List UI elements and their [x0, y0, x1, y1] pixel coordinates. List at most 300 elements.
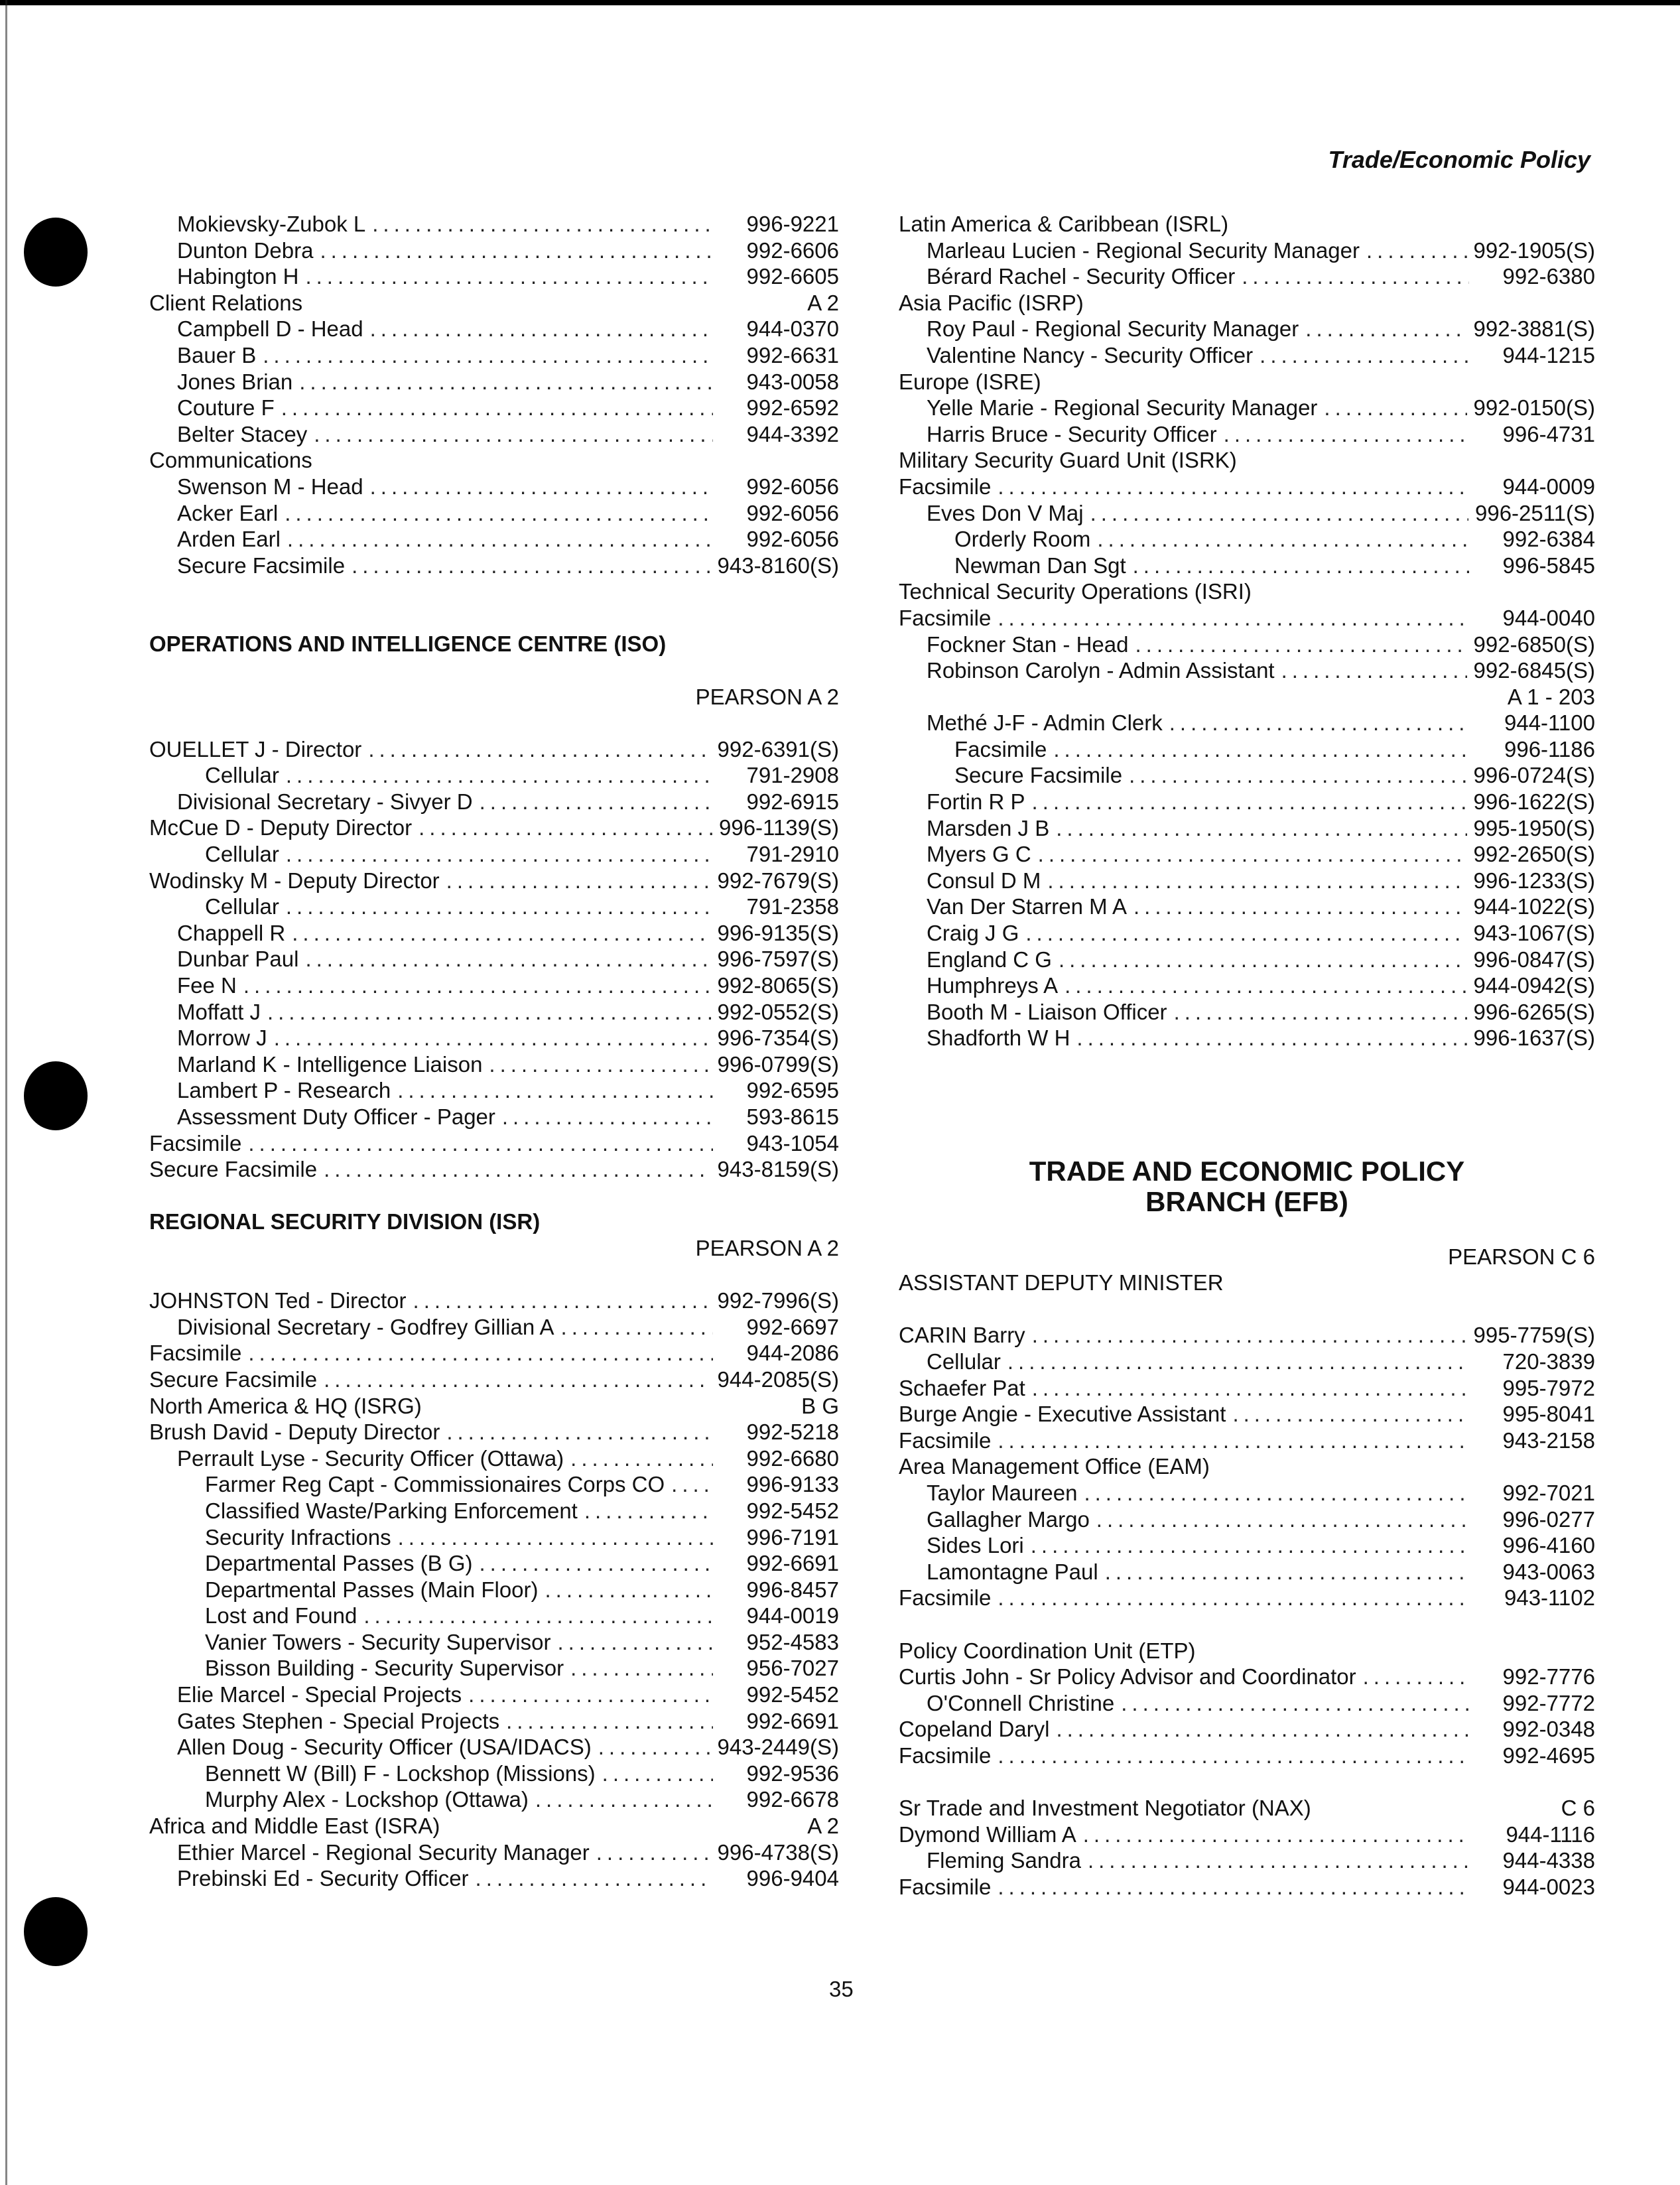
directory-entry — [149, 1104, 839, 1130]
entry-name: Cellular — [205, 842, 279, 867]
directory-entry — [899, 578, 1595, 605]
dot-leader — [1363, 1664, 1469, 1690]
directory-entry — [899, 972, 1595, 999]
entry-phone: 992-7772 — [1502, 1690, 1595, 1715]
dot-leader — [506, 1708, 713, 1735]
entry-name: Harris Bruce - Security Officer — [927, 421, 1217, 446]
directory-entry — [149, 1314, 839, 1341]
entry-phone: 996-7597(S) — [717, 947, 839, 972]
dot-leader — [480, 789, 713, 815]
directory-entry — [149, 500, 839, 527]
dot-leader — [248, 1130, 713, 1157]
left-column — [149, 211, 839, 1892]
dot-leader — [671, 1471, 713, 1498]
dot-leader — [476, 1865, 713, 1892]
entry-phone: 944-2086 — [746, 1341, 839, 1366]
entry-phone: A 2 — [807, 1814, 839, 1839]
dot-leader — [1260, 342, 1469, 369]
dot-leader — [598, 1734, 711, 1760]
dot-leader — [1105, 1559, 1469, 1585]
entry-name: Moffatt J — [177, 999, 261, 1024]
entry-name: Mokievsky-Zubok L — [177, 212, 366, 236]
entry-name: Yelle Marie - Regional Security Manager — [927, 395, 1318, 421]
directory-entry — [899, 1743, 1595, 1769]
entry-name: England C G — [927, 947, 1052, 972]
directory-entry — [149, 736, 839, 763]
entry-name: ASSISTANT DEPUTY MINISTER — [899, 1270, 1224, 1295]
entry-phone: 996-4738(S) — [717, 1839, 839, 1865]
entry-name: Departmental Passes (Main Floor) — [205, 1577, 539, 1602]
entry-name: Orderly Room — [954, 527, 1091, 552]
entry-name: Booth M - Liaison Officer — [927, 999, 1167, 1024]
directory-entry — [149, 762, 839, 789]
directory-entry — [899, 1375, 1595, 1402]
entry-name: Habington H — [177, 264, 299, 289]
dot-leader — [1224, 421, 1469, 448]
directory-entry — [149, 1393, 839, 1420]
directory-entry — [899, 474, 1595, 500]
directory-entry — [899, 894, 1595, 920]
dot-leader — [324, 1366, 710, 1393]
entry-phone: 952-4583 — [746, 1629, 839, 1654]
entry-name: Facsimile — [149, 1130, 242, 1156]
dot-leader — [286, 894, 713, 920]
spacer — [899, 1104, 1595, 1156]
directory-entry — [149, 789, 839, 815]
directory-entry — [899, 1716, 1595, 1743]
entry-phone: 943-1054 — [746, 1130, 839, 1156]
directory-entry — [149, 1655, 839, 1682]
entry-name: CARIN Barry — [899, 1323, 1025, 1348]
entry-name: Gallagher Margo — [927, 1506, 1090, 1532]
entry-name: O'Connell Christine — [927, 1690, 1115, 1715]
entry-phone: 943-1067(S) — [1473, 921, 1595, 946]
directory-entry — [149, 263, 839, 290]
entry-name: Fee N — [177, 973, 237, 998]
entry-name: Perrault Lyse - Security Officer (Ottawa) — [177, 1445, 564, 1471]
directory-entry — [149, 972, 839, 999]
entry-phone: 992-7679(S) — [717, 868, 839, 893]
entry-phone: 996-2511(S) — [1474, 500, 1595, 525]
directory-entry — [899, 342, 1595, 369]
entry-name: Assessment Duty Officer - Pager — [177, 1104, 495, 1129]
entry-phone: 944-1116 — [1506, 1821, 1595, 1847]
directory-entry — [899, 447, 1595, 474]
directory-entry — [899, 1480, 1595, 1506]
directory-entry — [149, 1550, 839, 1577]
entry-name: Latin America & Caribbean (ISRL) — [899, 212, 1229, 236]
directory-entry — [149, 421, 839, 448]
entry-name: Secure Facsimile — [149, 1157, 318, 1182]
entry-name: Sides Lori — [927, 1533, 1024, 1558]
entry-name: Belter Stacey — [177, 421, 308, 446]
dot-leader — [324, 1156, 710, 1183]
entry-phone: 995-1950(S) — [1473, 815, 1595, 840]
entry-name: Marland K - Intelligence Liaison — [177, 1051, 483, 1077]
directory-entry — [899, 920, 1595, 947]
dot-leader — [372, 211, 713, 237]
dot-leader — [535, 1786, 713, 1813]
entry-phone: 720-3839 — [1502, 1349, 1595, 1374]
directory-entry — [149, 1682, 839, 1708]
punch-hole-bottom — [24, 1897, 88, 1966]
entry-name: Facsimile — [899, 474, 992, 499]
running-header: Trade/Economic Policy — [1328, 146, 1590, 173]
dot-leader — [446, 868, 711, 894]
entry-phone: A 2 — [807, 290, 839, 315]
dot-leader — [998, 1585, 1469, 1611]
entry-name: Client Relations — [149, 290, 303, 315]
entry-phone: 992-6678 — [746, 1787, 839, 1812]
spacer — [149, 710, 839, 736]
entry-phone: 992-6056 — [746, 527, 839, 552]
entry-phone: 992-6391(S) — [717, 736, 839, 761]
entry-phone: 996-5845 — [1502, 553, 1595, 578]
directory-entry — [899, 1506, 1595, 1533]
directory-entry — [149, 920, 839, 947]
entry-phone: 992-6592 — [746, 395, 839, 421]
dot-leader — [419, 815, 712, 841]
dot-leader — [557, 1629, 713, 1656]
entry-name: Cellular — [205, 763, 279, 788]
entry-phone: 944-0023 — [1502, 1874, 1595, 1899]
entry-name: Lambert P - Research — [177, 1078, 391, 1103]
spacer — [149, 578, 839, 631]
entry-phone: 992-2650(S) — [1473, 842, 1595, 867]
directory-entry — [149, 211, 839, 237]
dot-leader — [545, 1577, 713, 1603]
dot-leader — [1324, 395, 1466, 421]
dot-leader — [314, 421, 713, 448]
dot-leader — [602, 1760, 713, 1787]
entry-phone: 944-3392 — [746, 421, 839, 446]
entry-name: McCue D - Deputy Director — [149, 815, 413, 840]
directory-entry — [149, 868, 839, 894]
entry-phone: 992-3881(S) — [1473, 316, 1595, 342]
directory-entry — [899, 211, 1595, 237]
dot-leader — [248, 1340, 713, 1366]
entry-name: Secure Facsimile — [149, 1366, 318, 1392]
dot-leader — [1090, 500, 1468, 527]
entry-phone: 791-2908 — [746, 763, 839, 788]
entry-phone: 996-1622(S) — [1473, 789, 1595, 815]
directory-entry — [149, 894, 839, 920]
entry-phone: 996-1637(S) — [1473, 1026, 1595, 1051]
spacer — [149, 657, 839, 684]
entry-name: Divisional Secretary - Sivyer D — [177, 789, 473, 814]
directory-entry — [899, 736, 1595, 763]
dot-leader — [370, 474, 713, 500]
entry-phone: 995-7759(S) — [1473, 1323, 1595, 1348]
page-number: 35 — [829, 1977, 854, 2001]
directory-entry — [149, 1340, 839, 1366]
dot-leader — [998, 1427, 1469, 1454]
entry-phone: 992-6850(S) — [1473, 631, 1595, 657]
entry-name: JOHNSTON Ted - Director — [149, 1288, 407, 1313]
entry-name: Fleming Sandra — [927, 1848, 1081, 1873]
entry-name: Marleau Lucien - Regional Security Manager — [927, 237, 1360, 263]
entry-phone: 944-2085(S) — [717, 1366, 839, 1392]
location-label: PEARSON C 6 — [1448, 1244, 1595, 1269]
dot-leader — [243, 972, 711, 999]
dot-leader — [398, 1524, 713, 1551]
branch-title: BRANCH (EFB) — [1145, 1186, 1348, 1217]
entry-phone: 995-8041 — [1502, 1402, 1595, 1427]
dot-leader — [1242, 263, 1469, 290]
dot-leader — [1032, 1375, 1469, 1402]
spacer — [899, 1217, 1595, 1244]
entry-phone: 943-0058 — [746, 369, 839, 394]
entry-phone: 992-8065(S) — [717, 973, 839, 998]
directory-entry — [899, 1795, 1595, 1821]
directory-entry — [899, 526, 1595, 553]
dot-leader — [267, 999, 711, 1026]
entry-name: Eves Don V Maj — [927, 500, 1084, 525]
entry-name: Morrow J — [177, 1026, 267, 1051]
entry-name: Van Der Starren M A — [927, 894, 1128, 919]
entry-phone: 992-4695 — [1502, 1743, 1595, 1768]
entry-phone: 944-0942(S) — [1473, 973, 1595, 998]
entry-name: Facsimile — [954, 736, 1047, 761]
dot-leader — [1174, 999, 1467, 1026]
entry-phone: 943-8159(S) — [717, 1157, 839, 1182]
dot-leader — [489, 1051, 710, 1078]
dot-leader — [1097, 526, 1469, 553]
entry-name: Swenson M - Head — [177, 474, 363, 499]
directory-entry — [899, 1322, 1595, 1349]
directory-entry — [899, 1664, 1595, 1690]
dot-leader — [1053, 736, 1469, 763]
dot-leader — [363, 1603, 713, 1629]
directory-entry — [899, 657, 1595, 684]
entry-name: Facsimile — [899, 1743, 992, 1768]
dot-leader — [292, 920, 710, 947]
entry-phone: 992-1905(S) — [1473, 237, 1595, 263]
dot-leader — [1056, 1716, 1469, 1743]
top-rule — [0, 0, 1680, 5]
directory-entry — [899, 1847, 1595, 1874]
dot-leader — [1031, 1532, 1469, 1559]
dot-leader — [274, 1025, 711, 1051]
directory-entry — [149, 369, 839, 395]
entry-phone: 992-6845(S) — [1473, 658, 1595, 683]
entry-name: Arden Earl — [177, 527, 281, 552]
directory-entry — [149, 553, 839, 579]
dot-leader — [286, 841, 713, 868]
entry-phone: C 6 — [1561, 1796, 1595, 1821]
directory-entry — [899, 500, 1595, 527]
entry-name: Elie Marcel - Special Projects — [177, 1682, 462, 1707]
entry-phone: 992-0150(S) — [1473, 395, 1595, 421]
entry-phone: 996-0847(S) — [1473, 947, 1595, 972]
entry-name: Military Security Guard Unit (ISRK) — [899, 448, 1237, 473]
dot-leader — [1059, 947, 1467, 973]
dot-leader — [570, 1445, 713, 1472]
entry-phone: 992-6056 — [746, 474, 839, 499]
dot-leader — [1032, 1322, 1467, 1349]
entry-name: Asia Pacific (ISRP) — [899, 290, 1084, 315]
entry-phone: 996-9221 — [746, 212, 839, 236]
entry-name: Copeland Daryl — [899, 1717, 1050, 1742]
entry-name: Facsimile — [149, 1341, 242, 1366]
dot-leader — [1084, 1480, 1469, 1506]
entry-phone: 992-6384 — [1502, 527, 1595, 552]
directory-entry — [149, 526, 839, 553]
entry-phone: 944-0040 — [1502, 605, 1595, 630]
entry-name: Allen Doug - Security Officer (USA/IDACS) — [177, 1735, 592, 1760]
entry-name: Fockner Stan - Head — [927, 631, 1129, 657]
dot-leader — [1135, 631, 1466, 658]
dot-leader — [998, 1743, 1469, 1769]
directory-entry — [899, 1874, 1595, 1900]
directory-entry — [149, 1156, 839, 1183]
dot-leader — [1088, 1847, 1469, 1874]
directory-entry — [899, 1025, 1595, 1051]
entry-name: Lamontagne Paul — [927, 1559, 1098, 1584]
location-label: PEARSON A 2 — [695, 684, 839, 709]
dot-leader — [397, 1077, 713, 1104]
directory-entry — [899, 815, 1595, 842]
entry-name: Craig J G — [927, 921, 1019, 946]
entry-phone: 992-5452 — [746, 1682, 839, 1707]
directory-entry — [149, 1288, 839, 1314]
spacer — [899, 1296, 1595, 1323]
dot-leader — [570, 1655, 713, 1682]
directory-entry — [149, 946, 839, 972]
entry-phone: 791-2358 — [746, 894, 839, 919]
entry-name: Cellular — [205, 894, 279, 919]
entry-name: Marsden J B — [927, 815, 1050, 840]
directory-entry — [149, 1419, 839, 1445]
directory-entry — [149, 841, 839, 868]
spacer — [899, 1051, 1595, 1104]
directory-entry — [899, 762, 1595, 789]
entry-name: Bennett W (Bill) F - Lockshop (Missions) — [205, 1760, 596, 1786]
entry-name: Communications — [149, 448, 312, 473]
dot-leader — [263, 342, 713, 369]
entry-phone: 944-1100 — [1504, 710, 1595, 736]
directory-entry — [149, 1734, 839, 1760]
entry-phone: 992-6605 — [746, 264, 839, 289]
dot-leader — [1007, 1349, 1469, 1375]
entry-name: Brush David - Deputy Director — [149, 1420, 440, 1445]
entry-name: Lost and Found — [205, 1603, 357, 1628]
entry-name: Wodinsky M - Deputy Director — [149, 868, 440, 893]
directory-entry — [149, 1813, 839, 1839]
entry-name: Sr Trade and Investment Negotiator (NAX) — [899, 1796, 1311, 1821]
directory-entry — [149, 1603, 839, 1629]
directory-entry — [899, 263, 1595, 290]
dot-leader — [1129, 762, 1466, 789]
entry-phone: 992-0552(S) — [717, 999, 839, 1024]
directory-entry — [149, 1629, 839, 1656]
branch-title: TRADE AND ECONOMIC POLICY — [1029, 1156, 1465, 1187]
directory-entry — [149, 1051, 839, 1078]
directory-entry — [149, 999, 839, 1026]
entry-phone: 996-0724(S) — [1473, 763, 1595, 788]
entry-name: Methé J-F - Admin Clerk — [927, 710, 1163, 736]
entry-phone: 943-2449(S) — [717, 1735, 839, 1760]
entry-phone: 996-4160 — [1502, 1533, 1595, 1558]
directory-entry — [149, 237, 839, 264]
directory-entry — [899, 789, 1595, 815]
entry-name: Gates Stephen - Special Projects — [177, 1708, 500, 1733]
entry-phone: 992-5218 — [746, 1420, 839, 1445]
entry-phone: 944-1022(S) — [1473, 894, 1595, 919]
entry-phone: 992-7996(S) — [717, 1288, 839, 1313]
directory-entry — [899, 684, 1595, 710]
entry-phone: 992-9536 — [746, 1760, 839, 1786]
entry-name: Farmer Reg Capt - Commissionaires Corps CO — [205, 1472, 665, 1497]
dot-leader — [596, 1839, 711, 1866]
dot-leader — [320, 237, 713, 264]
entry-phone: 992-6691 — [746, 1708, 839, 1733]
entry-phone: 996-7191 — [746, 1524, 839, 1550]
entry-name: Vanier Towers - Security Supervisor — [205, 1629, 551, 1654]
directory-entry — [149, 447, 839, 474]
dot-leader — [1305, 316, 1466, 342]
entry-name: Dunbar Paul — [177, 947, 299, 972]
directory-entry — [899, 631, 1595, 658]
entry-name: Valentine Nancy - Security Officer — [927, 342, 1254, 367]
directory-entry — [899, 1427, 1595, 1454]
punch-hole-middle — [24, 1061, 88, 1130]
entry-phone: 996-8457 — [746, 1577, 839, 1602]
directory-entry — [149, 1865, 839, 1892]
dot-leader — [468, 1682, 713, 1708]
entry-phone: 944-4338 — [1502, 1848, 1595, 1873]
dot-leader — [998, 1874, 1469, 1900]
entry-name: Taylor Maureen — [927, 1480, 1078, 1505]
dot-leader — [286, 762, 713, 789]
directory-entry — [899, 237, 1595, 264]
entry-name: OUELLET J - Director — [149, 736, 362, 761]
entry-phone: 956-7027 — [746, 1656, 839, 1681]
spacer — [899, 1768, 1595, 1795]
entry-phone: 996-9133 — [746, 1472, 839, 1497]
entry-name: Policy Coordination Unit (ETP) — [899, 1638, 1196, 1663]
entry-name: Murphy Alex - Lockshop (Ottawa) — [205, 1787, 529, 1812]
dot-leader — [305, 946, 710, 972]
entry-name: Ethier Marcel - Regional Security Manager — [177, 1839, 590, 1865]
directory-entry — [899, 1401, 1595, 1427]
entry-phone: 996-1233(S) — [1473, 868, 1595, 893]
directory-entry — [899, 999, 1595, 1026]
dot-leader — [998, 605, 1469, 631]
dot-leader — [1056, 815, 1466, 842]
entry-phone: 996-7354(S) — [717, 1026, 839, 1051]
dot-leader — [352, 553, 710, 579]
directory-entry — [899, 421, 1595, 448]
directory-entry — [149, 1524, 839, 1551]
entry-name: Humphreys A — [927, 973, 1059, 998]
entry-phone: 944-1215 — [1502, 342, 1595, 367]
directory-entry — [149, 316, 839, 342]
right-column — [899, 211, 1595, 1900]
directory-entry — [899, 710, 1595, 736]
dot-leader — [1083, 1821, 1469, 1848]
directory-entry — [149, 1760, 839, 1787]
entry-name: Classified Waste/Parking Enforcement — [205, 1498, 578, 1523]
entry-phone: 944-0370 — [746, 316, 839, 342]
entry-name: Europe (ISRE) — [899, 369, 1041, 394]
directory-entry — [149, 1130, 839, 1157]
entry-name: Robinson Carolyn - Admin Assistant — [927, 658, 1275, 683]
entry-name: Bisson Building - Security Supervisor — [205, 1656, 564, 1681]
entry-phone: 992-0348 — [1502, 1717, 1595, 1742]
dot-leader — [1169, 710, 1469, 736]
entry-phone: 996-9135(S) — [717, 920, 839, 945]
